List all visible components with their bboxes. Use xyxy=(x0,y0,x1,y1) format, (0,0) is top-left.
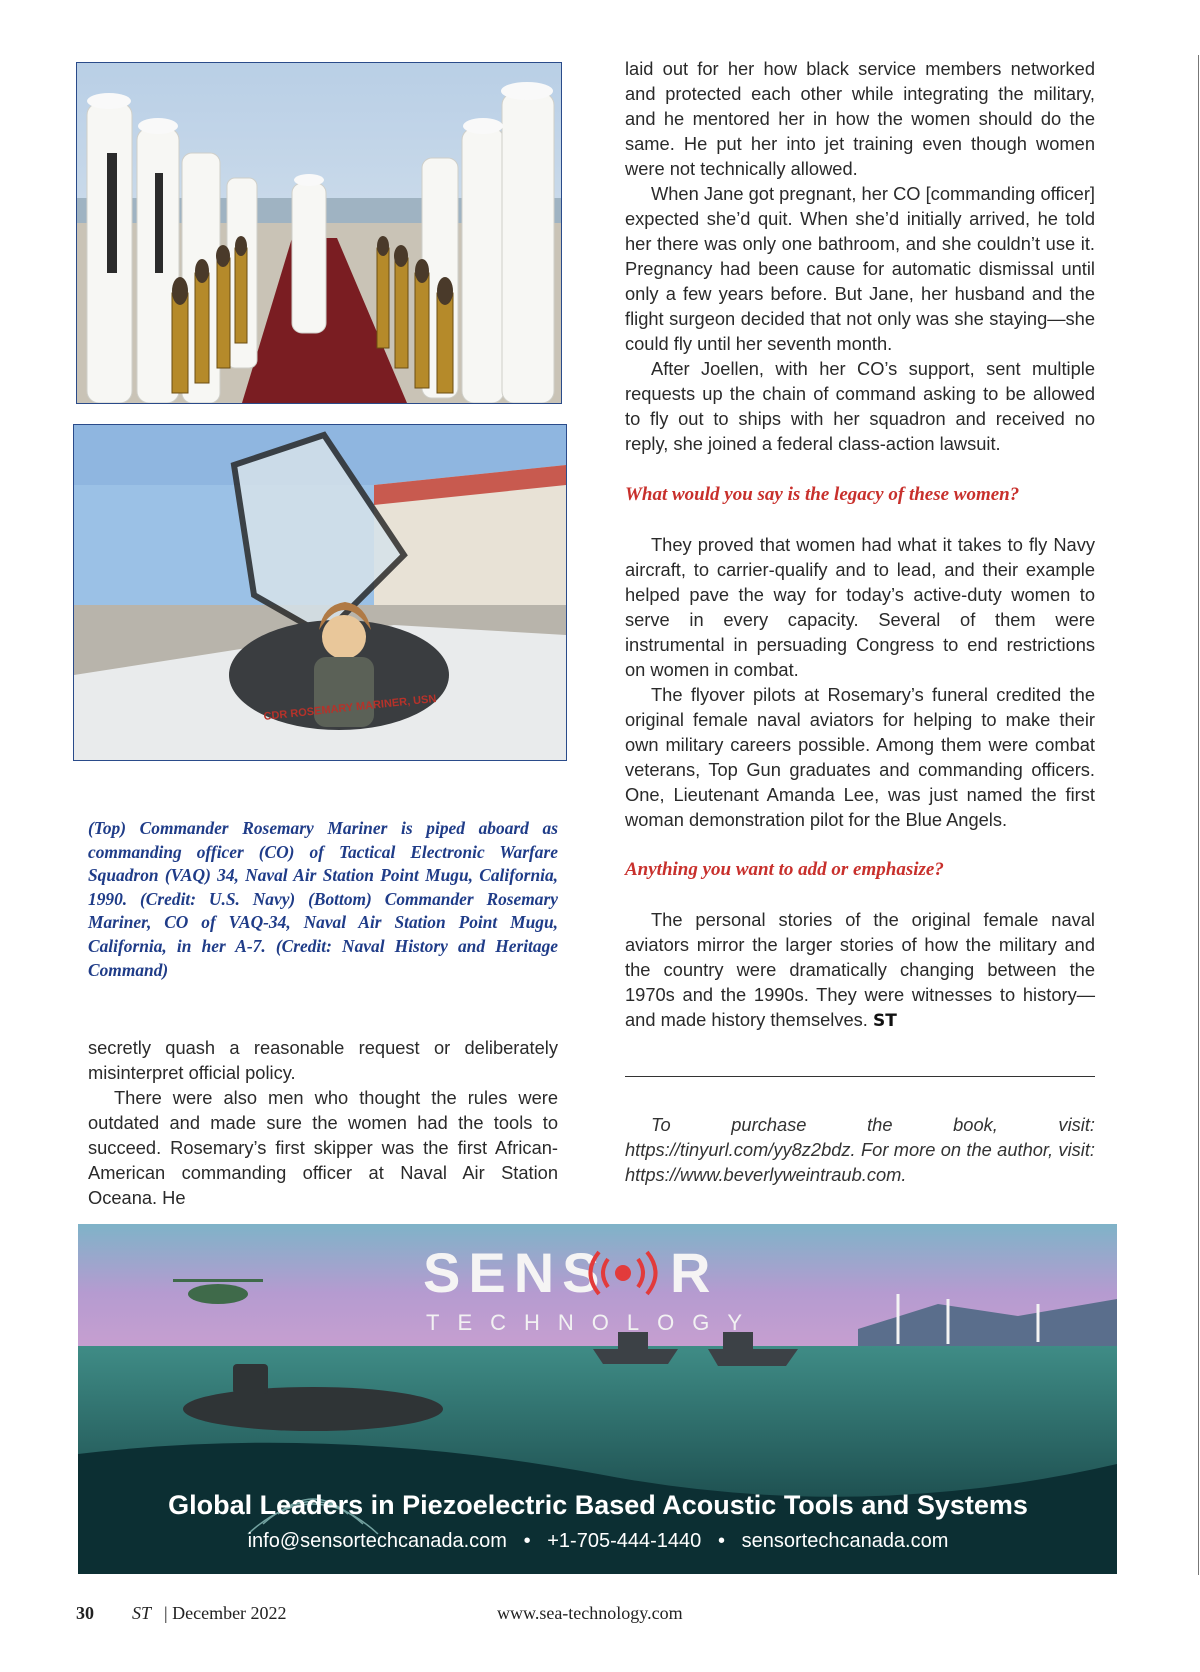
answer-legacy-1: They proved that women had what it takes to fly Navy aircraft, to carrier-qualify and to lead, and their example helped pave the way for today’s active-duty women to serve in every capacity. Several of them were instrumental in persuading Congress to end restrictions on women in combat. xyxy=(625,534,1095,680)
answer-add xyxy=(625,907,1095,1034)
brand-subtitle: TECHNOLOGY xyxy=(426,1310,761,1335)
page-edge-line xyxy=(1198,55,1199,1575)
footer-url[interactable]: www.sea-technology.com xyxy=(497,1603,683,1623)
sensor-technology-ad[interactable] xyxy=(78,1224,1117,1574)
photo-caption: (Top) Commander Rosemary Mariner is piped aboard as commanding officer (CO) of Tactical Electronic Warfare Squadron (VAQ) 34, Naval Air Station Point Mugu, California, 1990. (Credit: U.S. Navy) (Bottom) Commander Rosemary Mariner, CO of VAQ-34, Naval Air Station Point Mugu, California, in her A-7. (Credit: Naval History and Heritage Command) xyxy=(88,818,558,980)
cockpit-photo xyxy=(73,424,567,761)
left-paragraph-2: There were also men who thought the rules were outdated and made sure the women had the tools to succeed. Rosemary’s first skipper was the first African-American commanding officer at Naval Air Station Oceana. He xyxy=(88,1087,558,1208)
left-paragraph-1: secretly quash a reasonable request or deliberately misinterpret official policy. xyxy=(88,1037,558,1083)
answer-add-text: The personal stories of the original female naval aviators mirror the larger stories of how the military and the country were dramatically changing between the 1970s and the 1990s. They were witnesses to history—and made history themselves. xyxy=(625,909,1095,1030)
right-paragraph-2: When Jane got pregnant, her CO [commanding officer] expected she’d quit. When she’d initially arrived, he told her there was only one bathroom, and she couldn’t use it. Pregnancy had been cause for automatic dismissal until only a few years before. But Jane, her husband and the flight surgeon decided that not only was she staying—she could fly until her seventh month. xyxy=(625,183,1095,354)
page-number: 30 xyxy=(76,1603,94,1623)
right-paragraph-1: laid out for her how black service members networked and protected each other while integrating the military, and he mentored her in how the women should do the same. He put her into jet training even though women were not technically allowed. xyxy=(625,58,1095,179)
brand-logo xyxy=(423,1241,760,1335)
question-legacy: What would you say is the legacy of these women? xyxy=(625,484,1020,505)
right-column-text xyxy=(625,56,1095,1034)
jet-name-label: CDR ROSEMARY MARINER, USN xyxy=(263,692,437,723)
brand-right: R xyxy=(670,1241,711,1304)
ad-contact: info@sensortechcanada.com • +1-705-444-1440 • sensortechcanada.com xyxy=(247,1530,949,1552)
issue-date: | December 2022 xyxy=(164,1603,287,1623)
answer-legacy-2: The flyover pilots at Rosemary’s funeral credited the original female naval aviators for helping to make their own military careers possible. Among them were combat veterans, Top Gun graduates and commanding officers. One, Lieutenant Amanda Lee, was just named the first woman demonstration pilot for the Blue Angels. xyxy=(625,684,1095,830)
ad-headline: Global Leaders in Piezoelectric Based Acoustic Tools and Systems xyxy=(168,1490,1028,1520)
purchase-note: To purchase the book, visit: https://tinyurl.com/yy8z2bdz. For more on the author, visit: https://www.beverlyweintraub.com. xyxy=(625,1114,1095,1185)
ceremony-photo xyxy=(76,62,562,404)
brand-left: SENS xyxy=(423,1241,608,1304)
publication-name: ST xyxy=(132,1603,152,1623)
section-divider xyxy=(625,1076,1095,1077)
end-mark: ST xyxy=(872,1011,897,1031)
question-add: Anything you want to add or emphasize? xyxy=(625,859,944,880)
right-paragraph-3: After Joellen, with her CO’s support, sent multiple requests up the chain of command asking to be allowed to fly out to ships with her squadron and received no reply, she joined a federal class-action lawsuit. xyxy=(625,358,1095,454)
left-column-text xyxy=(88,1035,558,1210)
